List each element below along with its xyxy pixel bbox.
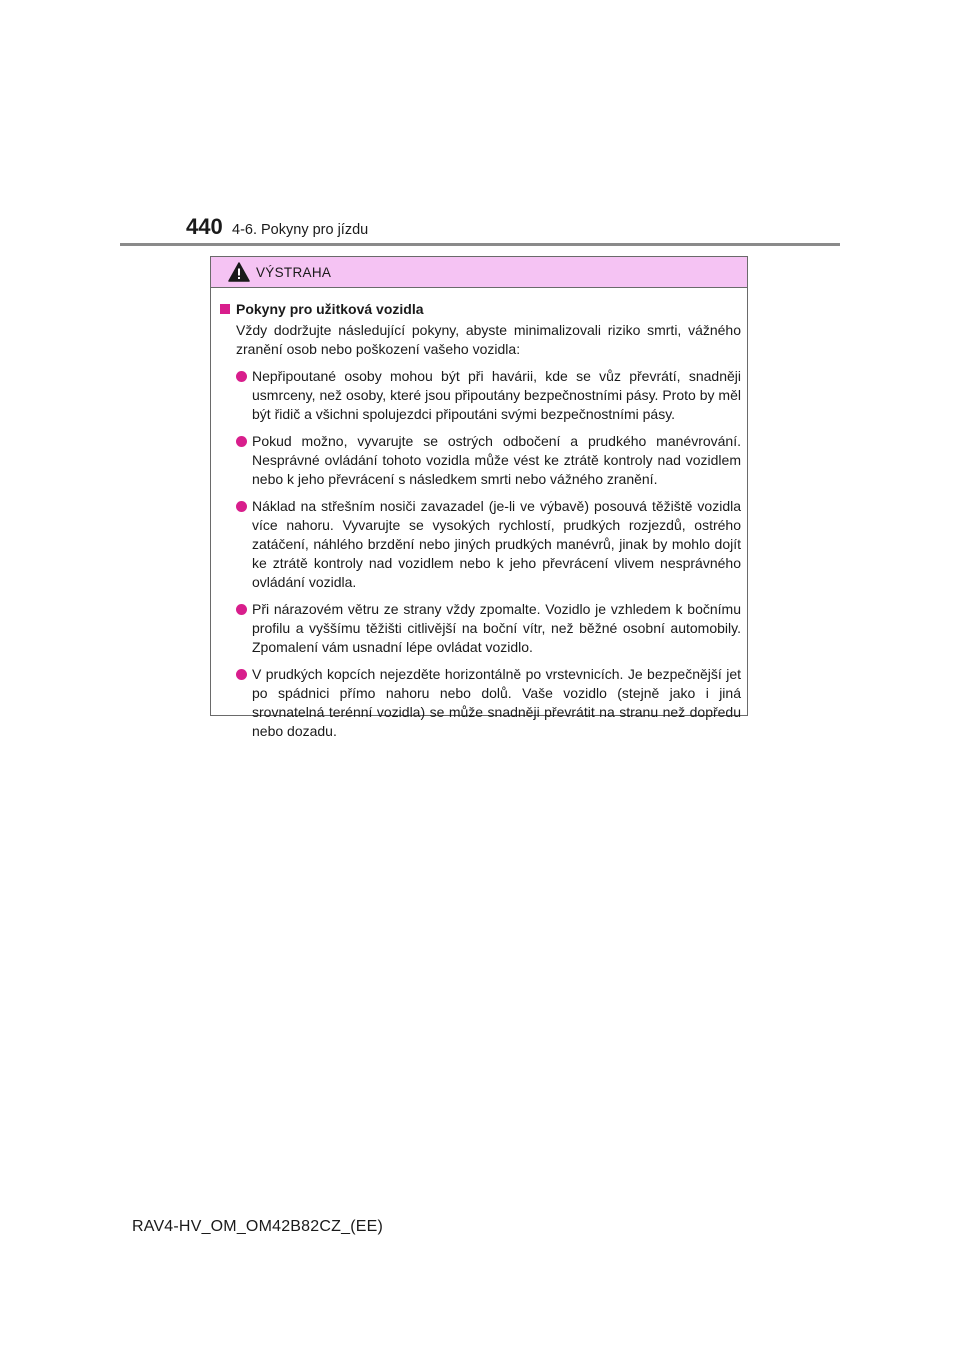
bullet-dot-icon (236, 436, 247, 447)
warning-box (210, 256, 748, 739)
bullet-text: V prudkých kopcích nejezděte horizontálně po vrstevnicích. Je bezpečnější jet po spádnici přímo nahoru nebo dolů. Vaše vozidlo (stejně jako i jiná srovnatelná terénní vozidla) se může snadněji převrátit na stranu než dopředu nebo dozadu. (252, 666, 741, 739)
list-item (218, 367, 741, 424)
bullet-text: Pokud možno, vyvarujte se ostrých odbočení a prudkého manévrování. Nesprávné ovládání tohoto vozidla může vést ke ztrátě kontroly nad vozidlem nebo k jeho převrácení s následkem smrti nebo vážného zranění. (252, 433, 741, 487)
bullet-dot-icon (236, 669, 247, 680)
header-rule (120, 243, 840, 246)
bullet-dot-icon (236, 604, 247, 615)
warning-subheading (218, 299, 741, 319)
warning-intro: Vždy dodržujte následující pokyny, abyste minimalizovali riziko smrti, vážného zranění osob nebo poškození vašeho vozidla: (236, 322, 741, 357)
warning-bullet-list (218, 367, 741, 741)
list-item (218, 497, 741, 592)
warning-triangle-icon (228, 262, 250, 282)
list-item (218, 600, 741, 657)
list-item (218, 432, 741, 489)
list-item (218, 665, 741, 741)
bullet-text: Při nárazovém větru ze strany vždy zpomalte. Vozidlo je vzhledem k bočnímu profilu a vyššímu těžišti citlivější na boční vítr, než běžné osobní automobily. Zpomalení vám usnadní lépe ovládat vozidlo. (252, 601, 741, 655)
warning-body (211, 288, 747, 741)
square-bullet-icon (220, 304, 230, 314)
bullet-text: Náklad na střešním nosiči zavazadel (je-li ve výbavě) posouvá těžiště vozidla více nahoru. Vyvarujte se vysokých rychlostí, prudkých rozjezdů, ostrého zatáčení, náhlého brzdění nebo jiných prudkých manévrů, jinak by mohlo dojít ke ztrátě kontroly nad vozidlem nebo k jeho převrácení vlivem nesprávného ovládání vozidla. (252, 498, 741, 590)
document-code: RAV4-HV_OM_OM42B82CZ_(EE) (132, 1218, 383, 1235)
page-number: 440 (186, 214, 223, 239)
section-title: 4-6. Pokyny pro jízdu (232, 222, 369, 238)
warning-heading: Pokyny pro užitková vozidla (236, 301, 424, 317)
bullet-dot-icon (236, 501, 247, 512)
warning-label: VÝSTRAHA (256, 264, 332, 280)
bullet-dot-icon (236, 371, 247, 382)
warning-header (211, 257, 747, 288)
bullet-text: Nepřipoutané osoby mohou být při havárii, kde se vůz převrátí, snadněji usmrceny, než osoby, které jsou připoutány bezpečnostními pásy. Proto by měl být řidič a všichni spolujezdci připoutáni svými bezpečnostními pásy. (252, 368, 741, 422)
